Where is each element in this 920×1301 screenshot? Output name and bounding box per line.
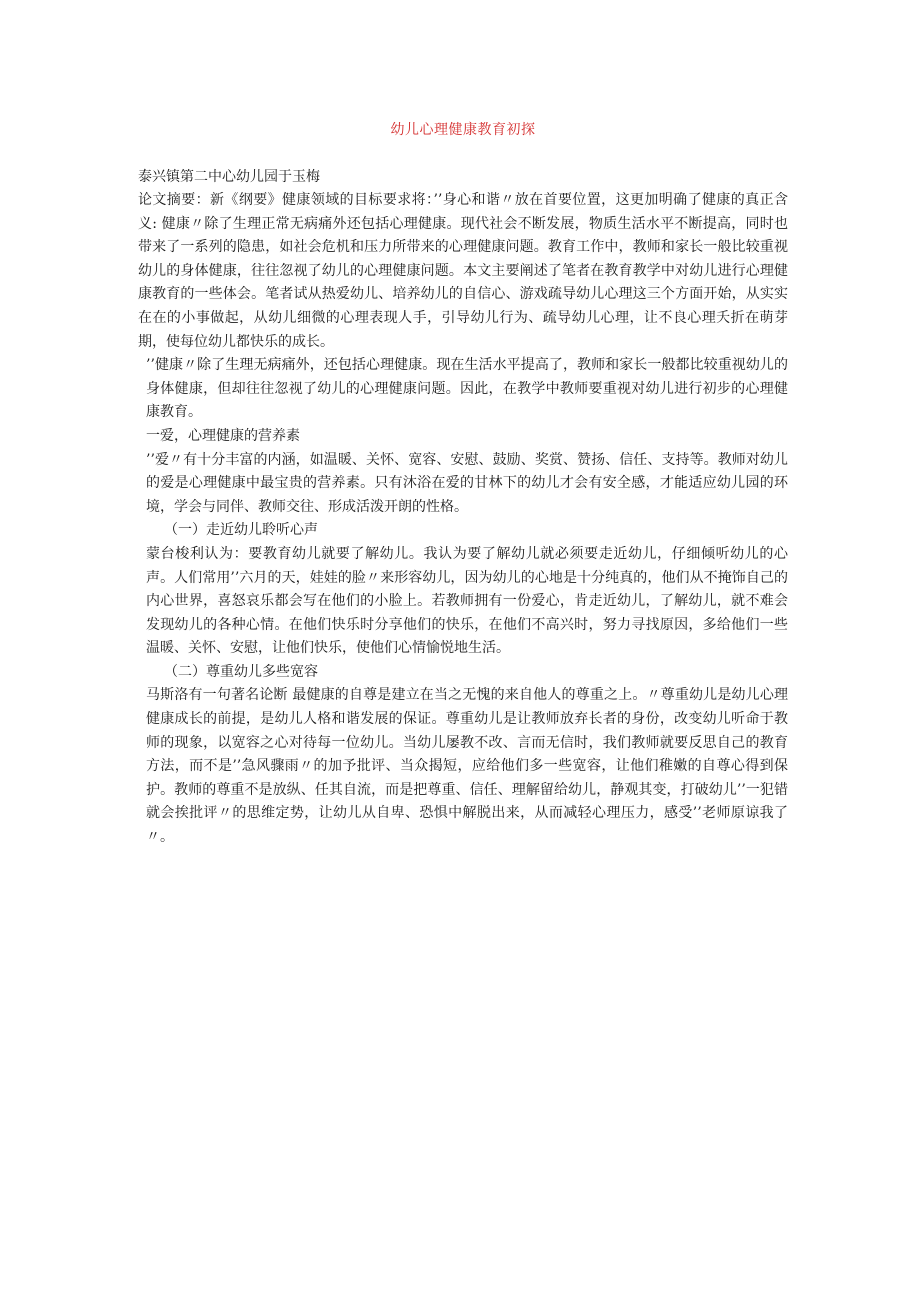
subsection-2-body: 马斯洛有一句著名论断 最健康的自尊是建立在当之无愧的来自他人的尊重之上。〃尊重幼儿是幼儿心理健康成长的前提，是幼儿人格和谐发展的保证。尊重幼儿是让教师放弃长者的身份，改变幼儿听命于教师的现象，以宽容之心对待每一位幼儿。当幼儿屡教不改、言而无信时，我们教师就要反思自己的教育方法，而不是’’急风骤雨〃的加予批评、当众揭短，应给他们多一些宽容，让他们稚嫩的自尊心得到保护。教师的尊重不是放纵、任其自流，而是把尊重、信任、理解留给幼儿，静观其变，打破幼儿’’一犯错就会挨批评〃的思维定势，让幼儿从自卑、恐惧中解脱出来，从而减轻心理压力，感受’’老师原谅我了〃。 bbox=[146, 687, 788, 846]
abstract-paragraph: 论文摘要：新《纲要》健康领域的目标要求将：’’身心和谐〃放在首要位置，这更加明确了健康的真正含义: 健康〃除了生理正常无病痛外还包括心理健康。现代社会不断发展，物质生活水平不断提高，同时也带来了一系列的隐患，如社会危机和压力所带来的心理健康问题。教育工作中，教师和家长一般比较重视幼儿的身体健康，往往忽视了幼儿的心理健康问题。本文主要阐述了笔者在教育教学中对幼儿进行心理健康教育的一些体会。笔者试从热爱幼儿、培养幼儿的自信心、游戏疏导幼儿心理这三个方面开始，从实实在在的小事做起，从幼儿细微的心理表现人手，引导幼儿行为、疏导幼儿心理，让不良心理夭折在萌芽期，使每位幼儿都快乐的成长。 bbox=[138, 192, 788, 350]
section-1-heading: 一爱，心理健康的营养素 bbox=[146, 427, 300, 444]
intro-paragraph: ’’健康〃除了生理无病痛外，还包括心理健康。现在生活水平提高了，教师和家长一般都比较重视幼儿的身体健康，但却往往忽视了幼儿的心理健康问题。因此，在教学中教师要重视对幼儿进行初步的心理健康教育。 bbox=[146, 357, 788, 421]
author-line: 泰兴镇第二中心幼儿园于玉梅 bbox=[138, 169, 320, 185]
subsection-1-body: 蒙台梭利认为：要教育幼儿就要了解幼儿。我认为要了解幼儿就必须要走近幼儿，仔细倾听幼儿的心声。人们常用’’六月的天，娃娃的脸〃来形容幼儿，因为幼儿的心地是十分纯真的，他们从不掩饰自己的内心世界，喜怒哀乐都会写在他们的小脸上。若教师拥有一份爱心，肯走近幼儿，了解幼儿，就不难会发现幼儿的各种心情。在他们快乐时分享他们的快乐，在他们不高兴时，努力寻找原因，多给他们一些温暖、关怀、安慰，让他们快乐，使他们心情愉悦地生活。 bbox=[146, 545, 788, 657]
document-page bbox=[138, 112, 788, 850]
subsection-1-heading: （一）走近幼儿聆听心声 bbox=[164, 522, 318, 539]
subsection-2-heading: （二）尊重幼儿多些宽容 bbox=[164, 663, 318, 680]
document-title: 幼儿心理健康教育初探 bbox=[390, 122, 536, 138]
section-1-body: ’’爱〃有十分丰富的内涵，如温暖、关怀、宽容、安慰、鼓励、奖赏、赞扬、信任、支持等。教师对幼儿的爱是心理健康中最宝贵的营养素。只有沐浴在爱的甘林下的幼儿才会有安全感，才能适应幼儿园的环境，学会与同伴、教师交往、形成活泼开朗的性格。 bbox=[146, 451, 788, 515]
